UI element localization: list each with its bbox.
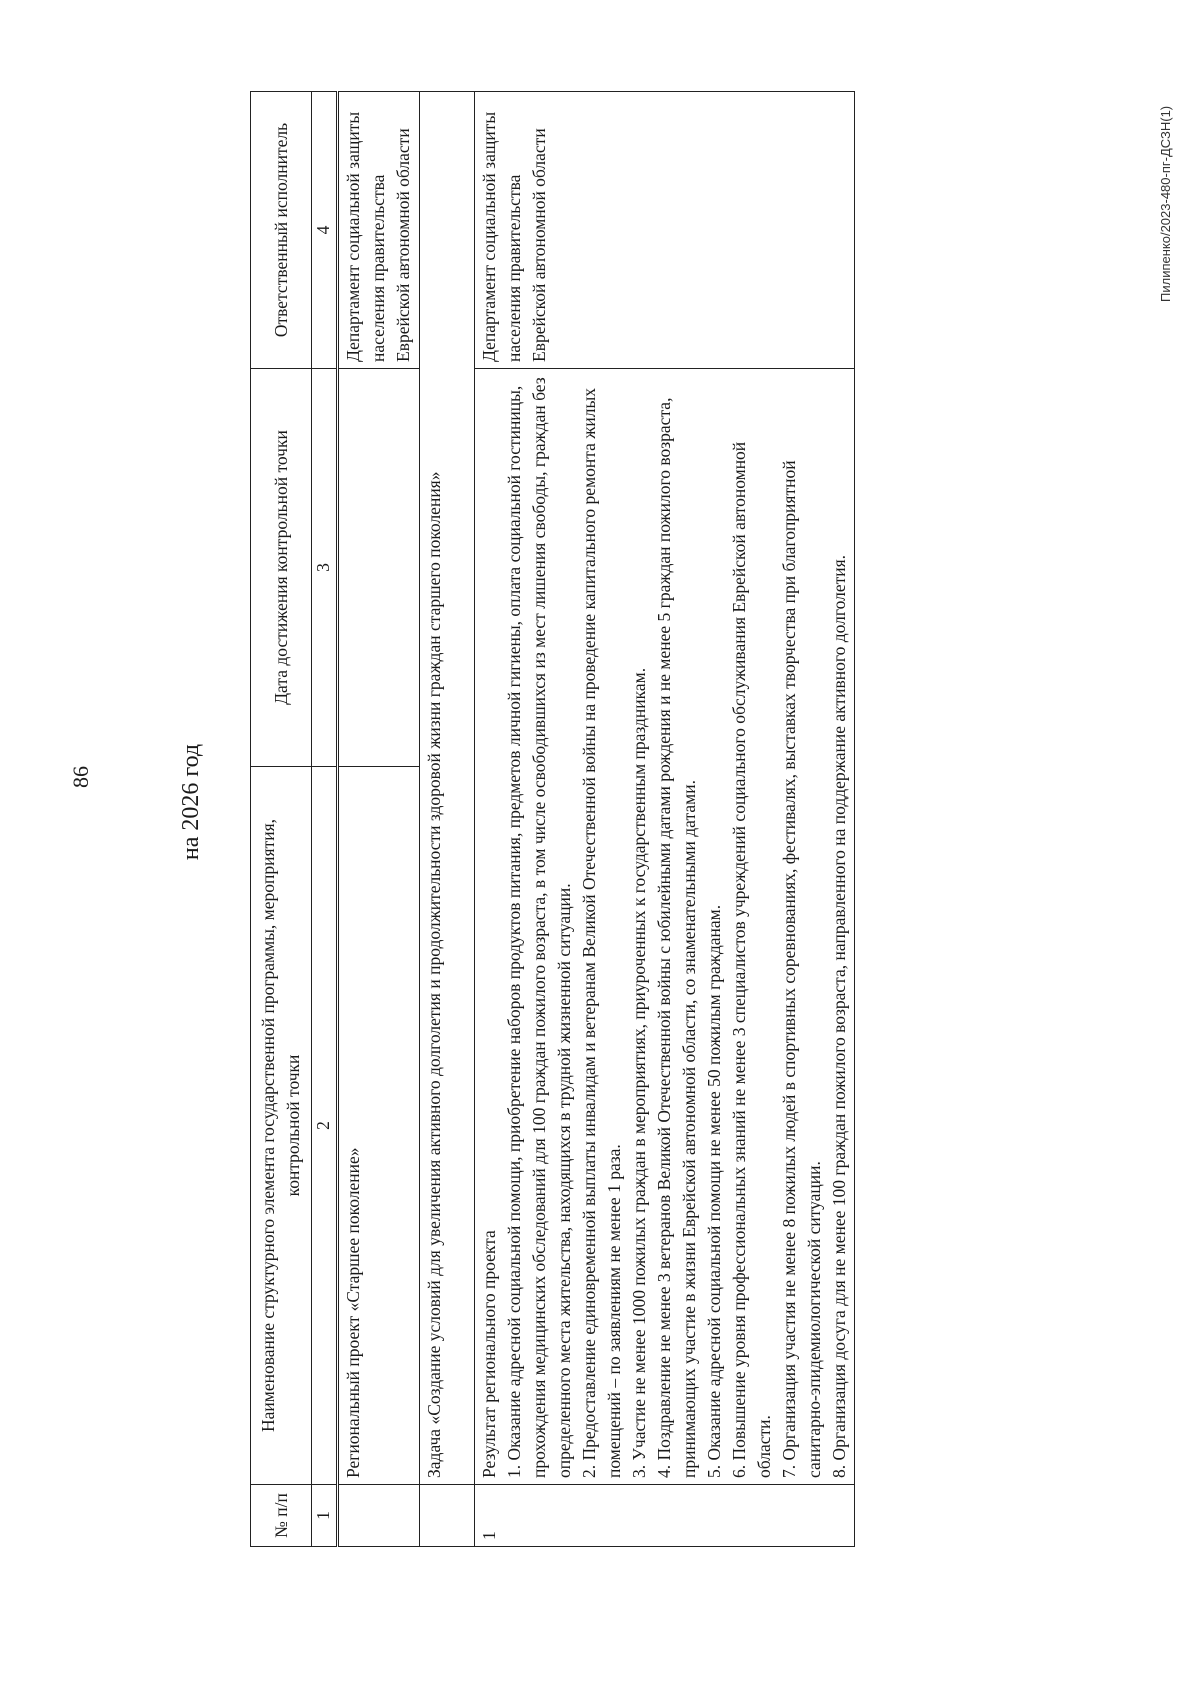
project-date-cell	[338, 369, 420, 767]
column-number-4: 4	[312, 92, 338, 369]
task-text: Задача «Создание условий для увеличения активного долголетия и продолжительности здоровой жизни граждан старшего поколения»	[420, 92, 475, 1485]
plan-table	[250, 91, 855, 1547]
result-item-7: 7. Организация участия не менее 8 пожилых людей в спортивных соревнованиях, фестивалях, выставках творчества при благоприятной санитарно-эпидемиологической ситуации.	[779, 460, 824, 1478]
document-code: Пилипенко/2023-480-пг-ДСЗН(1)	[1158, 105, 1173, 302]
header-responsible: Ответственный исполнитель	[251, 92, 312, 369]
result-item-5: 5. Оказание адресной социальной помощи не менее 50 пожилым гражданам.	[704, 904, 724, 1478]
result-number: 1	[475, 1485, 855, 1547]
result-title: Результат регионального проекта	[479, 1230, 499, 1478]
task-row	[420, 92, 475, 1547]
project-name: Региональный проект «Старшее поколение»	[338, 767, 420, 1485]
page-subtitle: на 2026 год	[178, 743, 204, 861]
result-item-3: 3. Участие не менее 1000 пожилых граждан в мероприятиях, приуроченных к государственным праздникам.	[629, 667, 649, 1478]
page-number: 86	[68, 766, 93, 788]
table-header-row	[251, 92, 312, 1547]
column-number-row	[312, 92, 338, 1547]
project-row	[338, 92, 420, 1547]
result-item-1: 1. Оказание адресной социальной помощи, приобретение наборов продуктов питания, предметов личной гигиены, оплата социальной гостиницы, прохождения медицинских обследований для 100 граждан пожилого возраста, в том числе освободившихся из мест лишения свободы, граждан без определенного места жительства, находящихся в трудной жизненной ситуации.	[504, 377, 574, 1478]
result-item-4: 4. Поздравление не менее 3 ветеранов Великой Отечественной войны с юбилейными датами рождения и не менее 5 граждан пожилого возраста, принимающих участие в жизни Еврейской автономной области, со знаменательными датами.	[654, 397, 699, 1478]
header-name: Наименование структурного элемента государственной программы, мероприятия, контрольной точки	[251, 767, 312, 1485]
project-number-cell	[338, 1485, 420, 1547]
header-number: № п/п	[251, 1485, 312, 1547]
result-content	[475, 369, 855, 1485]
result-item-8: 8. Организация досуга для не менее 100 граждан пожилого возраста, направленного на поддержание активного долголетия.	[829, 554, 849, 1478]
column-number-2: 2	[312, 767, 338, 1485]
result-row	[475, 92, 855, 1547]
task-number-cell	[420, 1485, 475, 1547]
result-item-2: 2. Предоставление единовременной выплаты инвалидам и ветеранам Великой Отечественной войны на проведение капитального ремонта жилых помещений – по заявлениям не менее 1 раза.	[579, 388, 624, 1478]
result-responsible: Департамент социальной защиты населения правительства Еврейской автономной области	[475, 92, 855, 369]
project-responsible: Департамент социальной защиты населения правительства Еврейской автономной области	[338, 92, 420, 369]
column-number-1: 1	[312, 1485, 338, 1547]
header-date: Дата достижения контрольной точки	[251, 369, 312, 767]
result-item-6: 6. Повышение уровня профессиональных знаний не менее 3 специалистов учреждений социального обслуживания Еврейской автономной области.	[729, 441, 774, 1478]
column-number-3: 3	[312, 369, 338, 767]
